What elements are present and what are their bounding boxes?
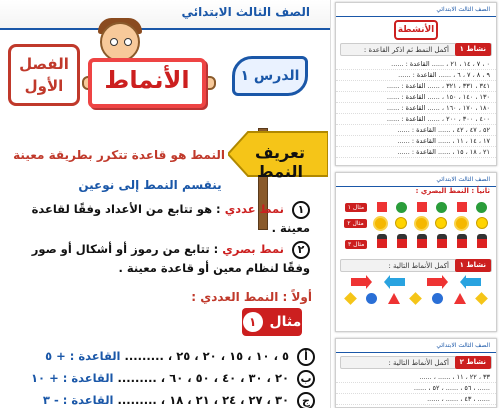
exercise-line: ٥٢ ، ٤٧ ، ٤٢ ، ...... القاعدة : ...... <box>336 125 496 136</box>
sequence-terms: ٢٠ ، ٣٠ ، ٤٠ ، ٥٠ ، ٦٠ ، ......... <box>117 371 289 385</box>
example-tag: مثال ٢ <box>344 219 366 228</box>
arrow-left-icon <box>465 278 481 286</box>
player-pattern-row <box>340 232 492 256</box>
sun-icon <box>416 218 427 229</box>
term-line-1: الفصل <box>19 55 69 73</box>
cartoon-eye <box>124 38 132 46</box>
header-divider <box>0 28 331 30</box>
example-number: ١ <box>243 312 263 332</box>
sequence-marker: أ <box>297 348 315 366</box>
square-icon <box>457 202 467 212</box>
sequence-rule: القاعدة : + ١٠ <box>31 371 114 385</box>
triangle-icon <box>454 293 466 304</box>
circle-icon <box>366 293 377 304</box>
thumb-subtitle: ثانياً : النمط البصري : <box>415 187 490 195</box>
sun-smile-pattern-row <box>340 216 492 230</box>
type-number: ٢ <box>292 241 310 259</box>
exercise-line: ٠ ، ٧ ، ١٤ ، ٢١ ، ...... القاعدة : ...... <box>336 59 496 70</box>
term-box <box>8 44 80 106</box>
smiley-icon <box>476 217 488 229</box>
thumb-title: الأنشطة <box>394 20 438 40</box>
circle-icon <box>476 202 487 213</box>
diamond-icon <box>410 292 423 305</box>
thumb-header: الصف الثالث الابتدائي <box>336 3 496 17</box>
example-tag: مثال ٣ <box>345 240 367 249</box>
exercise-line: ...... ، ٥٦ ، ...... ، ٥٢ ، ...... <box>336 383 496 394</box>
lesson-title: الأنماط <box>104 66 190 94</box>
types-intro: ينقسم النمط إلى نوعين <box>78 178 222 192</box>
definition-heading: تعريف النمط <box>254 143 306 181</box>
example-label: مثال <box>269 314 302 330</box>
type-text: : هو تتابع من الأعداد وفقًا لقاعدة معينة . <box>31 202 310 235</box>
player-icon <box>397 234 407 254</box>
term-line-2: الأول <box>24 77 64 95</box>
exercise-line: ١٣٠ ، ١٤٠ ، ١٥٠ ، ...... القاعدة : ...... <box>336 92 496 103</box>
exercise-line: ١٧ ، ١٤ ، ١١ ، ...... القاعدة : ...... <box>336 136 496 147</box>
page-thumbnail-activities[interactable] <box>335 2 497 166</box>
square-icon <box>417 202 427 212</box>
circle-icon <box>396 202 407 213</box>
circle-icon <box>436 202 447 213</box>
sequence-marker: ب <box>297 370 315 388</box>
title-sign <box>88 58 206 108</box>
section-title: أولاً : النمط العددي : <box>191 290 312 304</box>
sun-icon <box>375 218 386 229</box>
arrow-right-icon <box>427 278 443 286</box>
example-tag: مثال ١ <box>345 203 367 212</box>
sequence-row <box>10 392 315 408</box>
player-icon <box>377 234 387 254</box>
smiley-icon <box>435 217 447 229</box>
type-name: نمط بصري <box>222 242 284 256</box>
player-icon <box>437 234 447 254</box>
definition-text: النمط هو قاعدة تتكرر بطريقة معينة <box>13 148 225 162</box>
sequence-rule: القاعدة : + ٥ <box>45 349 121 363</box>
diamond-icon <box>475 292 488 305</box>
activity-prompt: أكمل الأنماط التالية : <box>388 262 449 270</box>
activity-tag: نشاط ١ <box>455 43 491 56</box>
cartoon-face <box>100 22 140 62</box>
type-item-numeric <box>20 200 310 238</box>
activity-prompt: أكمل النمط ثم اذكر القاعدة : <box>363 46 449 54</box>
exercise-line: ١٨٠ ، ١٧٠ ، ١٦٠ ، ...... القاعدة : ...... <box>336 103 496 114</box>
sequence-row <box>10 348 315 366</box>
type-item-visual <box>20 240 310 278</box>
sequence-terms: ٣٠ ، ٢٧ ، ٢٤ ، ٢١ ، ١٨ ، ......... <box>117 393 289 407</box>
mixed-shape-row <box>340 291 492 305</box>
activity-tag: نشاط ١ <box>455 259 491 272</box>
triangle-icon <box>388 293 400 304</box>
smiley-icon <box>395 217 407 229</box>
activity-bar <box>340 43 492 56</box>
activity-bar <box>340 356 492 369</box>
activity-prompt: أكمل الأنماط التالية : <box>388 359 449 367</box>
type-text: : تتابع من رموز أو أشكال أو صور وفقًا لنظام معين أو قاعدة معينة . <box>31 242 310 275</box>
lesson-badge: الدرس ١ <box>232 56 308 96</box>
thumb-header: الصف الثالث الابتدائي <box>336 173 496 187</box>
exercise-line: ...... ، ٤٣ ، ...... ، ...... <box>336 394 496 405</box>
arrow-pattern-row <box>340 275 492 289</box>
type-name: نمط عددي <box>224 202 284 216</box>
activity-tag: نشاط ٢ <box>455 356 491 369</box>
exercise-line: ٢١ ، ١٨ ، ١٥ ، ...... القاعدة : ...... <box>336 147 496 158</box>
player-icon <box>417 234 427 254</box>
shape-pattern-row <box>340 200 492 214</box>
cartoon-eye <box>110 38 118 46</box>
thumb-header: الصف الثالث الابتدائي <box>336 339 496 353</box>
activity-bar <box>340 259 492 272</box>
type-number: ١ <box>292 201 310 219</box>
sequence-terms: ٥ ، ١٠ ، ١٥ ، ٢٠ ، ٢٥ ، ......... <box>124 349 289 363</box>
exercise-line: ٣٤١ ، ٣٣١ ، ٣٢١ ، ...... القاعدة : ...... <box>336 81 496 92</box>
exercise-line: ٩ ، ٨ ، ٧ ، ٦ ، ...... القاعدة : ...... <box>336 70 496 81</box>
player-icon <box>477 234 487 254</box>
sequence-row <box>10 370 315 388</box>
exercise-line: ٣٣ ، ٢٢ ، ١١ ، ...... ، ...... <box>336 372 496 383</box>
sequence-rule: القاعدة : - ٣ <box>42 393 114 407</box>
player-icon <box>457 234 467 254</box>
sequence-marker: ج <box>297 392 315 408</box>
square-icon <box>377 202 387 212</box>
circle-icon <box>432 293 443 304</box>
page-thumbnail-visual-patterns[interactable] <box>335 172 497 332</box>
diamond-icon <box>344 292 357 305</box>
grade-label: الصف الثالث الابتدائي <box>181 5 310 19</box>
sun-icon <box>456 218 467 229</box>
arrow-right-icon <box>351 278 367 286</box>
arrow-left-icon <box>389 278 405 286</box>
page-thumbnail-activity-2[interactable] <box>335 338 497 408</box>
exercise-line: ٤٠٠ ، ٣٠٠ ، ٢٠٠ ، ...... القاعدة : ...... <box>336 114 496 125</box>
example-badge <box>242 308 302 336</box>
